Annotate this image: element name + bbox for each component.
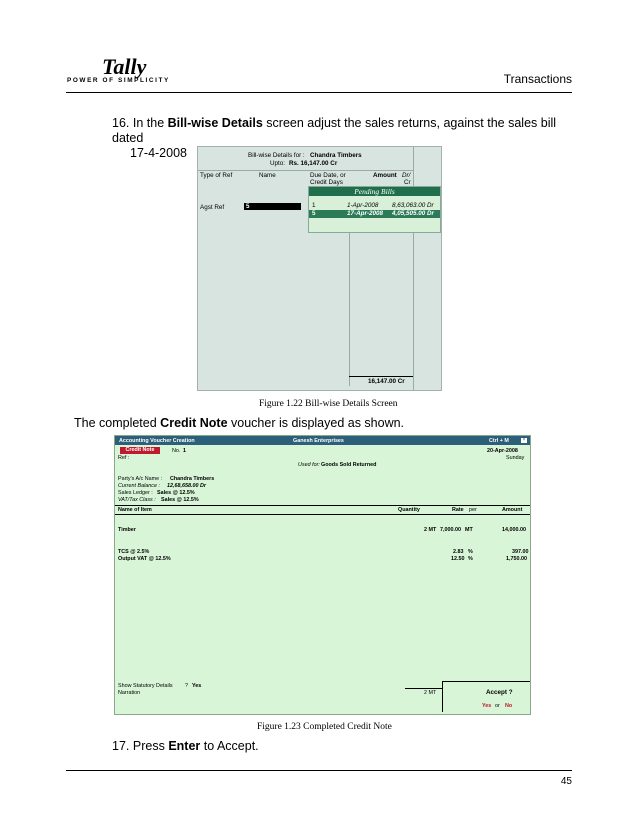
figure-caption-1-22: Figure 1.22 Bill-wise Details Screen (259, 399, 398, 409)
or-text: or (495, 703, 500, 709)
logo-tagline: POWER OF SIMPLICITY (67, 77, 170, 84)
narration-label: Narration (118, 690, 141, 696)
pending-bill-amount: 8,63,063.00 Dr (392, 202, 434, 209)
item-rate: 7,000.00 (440, 527, 461, 533)
item-qty: 2 MT (424, 527, 437, 533)
yes-option[interactable]: Yes (482, 703, 492, 709)
billwise-upto-label: Upto: (270, 160, 286, 167)
section-title: Transactions (503, 72, 572, 86)
tax-amount: 397.00 (512, 549, 529, 555)
logo-word: Tally (102, 54, 147, 79)
party-label: Party's A/c Name : (118, 476, 163, 482)
voucher-date: 20-Apr-2008 (487, 448, 518, 454)
col-rate: Rate (452, 507, 464, 513)
voucher-no-label: No. (172, 448, 181, 454)
figure-caption-1-23: Figure 1.23 Completed Credit Note (257, 722, 392, 732)
tax-name: Output VAT @ 12.5% (118, 556, 171, 562)
used-for-value: Goods Sold Returned (321, 462, 377, 468)
col-credit-days: Credit Days (310, 179, 343, 186)
billwise-party: Chandra Timbers (310, 152, 362, 159)
pending-bills-list[interactable] (308, 186, 441, 233)
item-name: Timber (118, 527, 136, 533)
billwise-title-label: Bill-wise Details for : (248, 152, 305, 159)
pending-bill-name: 1 (312, 202, 316, 209)
item-amount: 14,000.00 (502, 527, 526, 533)
step-16: 16. In the Bill-wise Details screen adjust the sales returns, against the sales bill dated 17-4-2008 (112, 116, 557, 160)
close-icon[interactable]: × (522, 437, 526, 443)
vat-class-value: Sales @ 12.5% (161, 497, 199, 503)
col-drcr: Dr/ (402, 172, 411, 179)
row-type: Agst Ref (200, 204, 225, 211)
balance-label: Current Balance : (118, 483, 160, 489)
col-item: Name of Item (118, 507, 152, 513)
tax-name: TCS @ 2.5% (118, 549, 150, 555)
page-number: 45 (560, 776, 572, 787)
bar-title: Accounting Voucher Creation (119, 438, 195, 444)
total-quantity: 2 MT (424, 690, 437, 696)
voucher-no: 1 (183, 448, 186, 454)
statutory-value[interactable]: Yes (192, 683, 202, 689)
statutory-label: Show Statutory Details (118, 683, 173, 689)
billwise-upto-value: Rs. 16,147.00 Cr (289, 160, 338, 167)
pending-bill-amount-selected: 4,05,505.00 Dr (392, 210, 435, 217)
col-amount: Amount (502, 507, 523, 513)
party-value: Chandra Timbers (170, 476, 215, 482)
tax-per: % (468, 549, 473, 555)
col-quantity: Quantity (398, 507, 420, 513)
col-due-date: Due Date, or (310, 172, 346, 179)
col-type-of-ref: Type of Ref (200, 172, 233, 179)
ref-label: Ref : (118, 455, 130, 461)
accept-prompt: Accept ? (486, 689, 513, 696)
col-amount: Amount (373, 172, 397, 179)
intro-text: The completed Credit Note voucher is displayed as shown. (74, 416, 405, 430)
step-17: 17. Press Enter to Accept. (112, 739, 259, 753)
used-for-label: Used for: (298, 462, 320, 468)
ctrl-m-shortcut: Ctrl + M (489, 438, 509, 444)
pending-bill-date-selected: 17-Apr-2008 (347, 210, 384, 217)
pending-bills-title: Pending Bills (309, 187, 440, 196)
statutory-q: ? (185, 683, 188, 689)
col-per: per (469, 507, 477, 513)
col-drcr-2: Cr (404, 179, 411, 186)
tax-amount: 1,750.00 (506, 556, 527, 562)
company-name: Ganesh Enterprises (293, 438, 344, 444)
tax-per: % (468, 556, 473, 562)
tax-rate: 12.50 (451, 556, 465, 562)
sales-ledger-value: Sales @ 12.5% (157, 490, 195, 496)
sales-ledger-label: Sales Ledger : (118, 490, 153, 496)
no-option[interactable]: No (505, 703, 513, 709)
header-divider (66, 92, 572, 93)
col-name: Name (259, 172, 276, 179)
accept-dialog[interactable] (442, 681, 530, 712)
vat-class-label: VAT/Tax Class : (118, 497, 156, 503)
voucher-type-badge[interactable]: Credit Note (120, 447, 160, 454)
voucher-day: Sunday (506, 455, 525, 461)
title-bar (115, 436, 530, 445)
pending-bill-name-selected: 5 (312, 210, 316, 217)
billwise-screen (197, 146, 442, 391)
pending-bill-date: 1-Apr-2008 (347, 202, 379, 209)
footer-divider (66, 770, 572, 771)
name-cursor[interactable]: 5 (244, 203, 301, 210)
item-per: MT (465, 527, 473, 533)
billwise-total: 16,147.00 Cr (368, 378, 405, 385)
tax-rate: 2.83 (453, 549, 464, 555)
balance-value: 12,68,658.00 Dr (167, 483, 206, 489)
credit-note-screen (114, 435, 531, 715)
